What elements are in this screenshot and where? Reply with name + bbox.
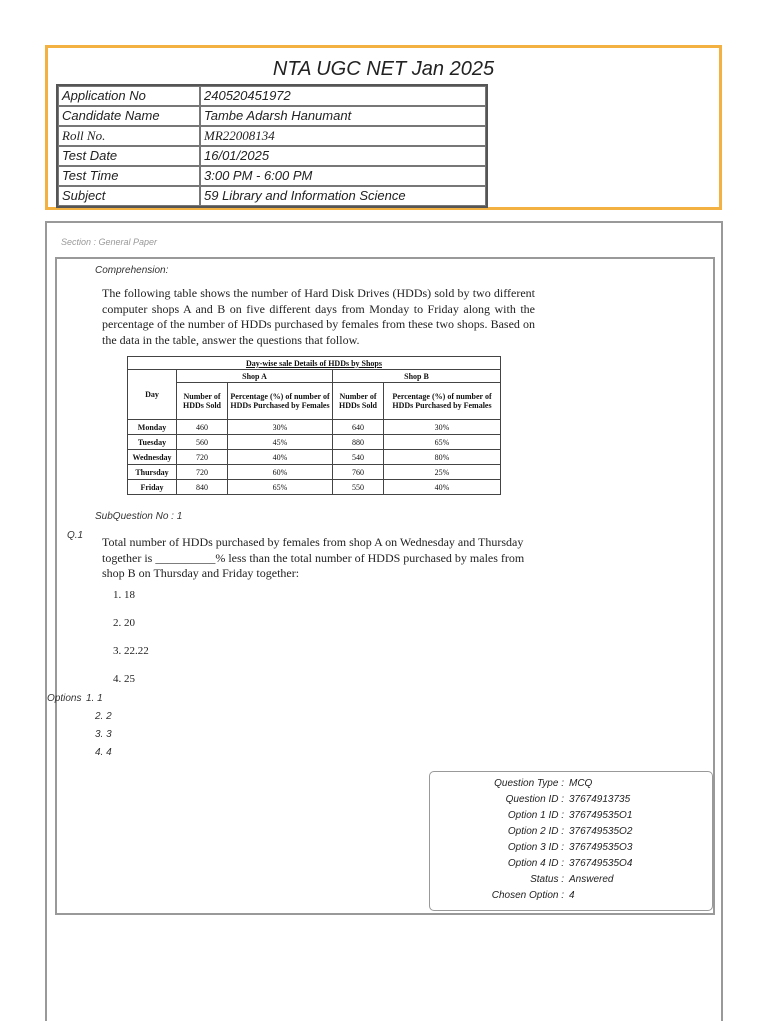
- question-summary-box: [429, 771, 713, 911]
- b-sold-cell: 550: [333, 480, 384, 495]
- summary-label: Option 3 ID :: [507, 842, 564, 853]
- b-sold-cell: 760: [333, 465, 384, 480]
- table-row: [128, 435, 501, 450]
- day-cell: Tuesday: [128, 435, 177, 450]
- comprehension-label: Comprehension:: [95, 265, 169, 276]
- a-sold-header: Number of HDDs Sold: [177, 383, 228, 420]
- info-row: [58, 126, 486, 146]
- info-row: [58, 166, 486, 186]
- info-value: MR22008134: [200, 126, 486, 146]
- passage-text: The following table shows the number of Hard Disk Drives (HDDs) sold by two different computer shops A and B on five different days from Monday to Friday along with the percentage of the number of HDDs purchased by females from these two shops. Based on the data in the table, answer the questions that follow.: [102, 286, 535, 347]
- summary-label: Option 1 ID :: [507, 810, 564, 821]
- question-number: Q.1: [67, 530, 84, 541]
- shop-b-header: Shop B: [333, 370, 501, 383]
- info-value: 240520451972: [200, 86, 486, 106]
- option-id-item: 2. 2: [95, 711, 112, 722]
- option-id-item: 1. 1: [86, 693, 103, 704]
- option-id-item: 3. 3: [95, 729, 112, 740]
- table-row: [128, 420, 501, 435]
- summary-row: [430, 888, 712, 904]
- summary-value: MCQ: [569, 778, 593, 789]
- options-label: Options: [47, 693, 82, 704]
- summary-value: 376749535O4: [569, 858, 633, 869]
- a-sold-cell: 560: [177, 435, 228, 450]
- question-card: [45, 221, 723, 1021]
- b-pct-cell: 25%: [384, 465, 501, 480]
- a-sold-cell: 720: [177, 450, 228, 465]
- summary-value: 376749535O1: [569, 810, 633, 821]
- summary-value: 37674913735: [569, 794, 631, 805]
- table-row: [128, 450, 501, 465]
- info-label: Test Time: [58, 166, 200, 186]
- info-row: [58, 146, 486, 166]
- day-cell: Thursday: [128, 465, 177, 480]
- summary-label: Question ID :: [505, 794, 564, 805]
- choice-item: 2. 20: [113, 617, 135, 629]
- b-sold-cell: 540: [333, 450, 384, 465]
- summary-row: [430, 792, 712, 808]
- info-label: Roll No.: [58, 126, 200, 146]
- info-label: Application No: [58, 86, 200, 106]
- summary-value: 376749535O3: [569, 842, 633, 853]
- day-cell: Wednesday: [128, 450, 177, 465]
- info-row: [58, 86, 486, 106]
- question-text: Total number of HDDs purchased by females from shop A on Wednesday and Thursday together is __________% less than the total number of HDDS purchased by males from shop B on Thursday and Friday together:: [102, 535, 525, 580]
- hdd-sales-table: [127, 356, 501, 495]
- b-sold-cell: 640: [333, 420, 384, 435]
- info-value: 16/01/2025: [200, 146, 486, 166]
- day-header: Day: [128, 370, 177, 420]
- info-row: [58, 186, 486, 206]
- choice-item: 4. 25: [113, 673, 135, 685]
- info-row: [58, 106, 486, 126]
- b-sold-header: Number of HDDs Sold: [333, 383, 384, 420]
- subquestion-label: SubQuestion No : 1: [95, 511, 183, 522]
- table-row: [128, 465, 501, 480]
- a-pct-cell: 40%: [228, 450, 333, 465]
- section-label: Section : General Paper: [61, 237, 158, 247]
- summary-label: Option 2 ID :: [507, 826, 564, 837]
- a-pct-cell: 30%: [228, 420, 333, 435]
- summary-row: [430, 776, 712, 792]
- summary-label: Question Type :: [494, 778, 564, 789]
- info-value: 59 Library and Information Science: [200, 186, 486, 206]
- info-label: Subject: [58, 186, 200, 206]
- b-pct-header: Percentage (%) of number of HDDs Purchased by Females: [384, 383, 501, 420]
- info-value: 3:00 PM - 6:00 PM: [200, 166, 486, 186]
- summary-value: 376749535O2: [569, 826, 633, 837]
- question-panel: [47, 257, 715, 915]
- b-sold-cell: 880: [333, 435, 384, 450]
- summary-row: [430, 872, 712, 888]
- table-row: [128, 480, 501, 495]
- info-label: Test Date: [58, 146, 200, 166]
- summary-value: Answered: [569, 874, 614, 885]
- a-sold-cell: 840: [177, 480, 228, 495]
- day-cell: Monday: [128, 420, 177, 435]
- choice-item: 1. 18: [113, 589, 135, 601]
- summary-row: [430, 808, 712, 824]
- summary-label: Option 4 ID :: [507, 858, 564, 869]
- b-pct-cell: 30%: [384, 420, 501, 435]
- shop-a-header: Shop A: [177, 370, 333, 383]
- a-pct-cell: 65%: [228, 480, 333, 495]
- a-pct-cell: 60%: [228, 465, 333, 480]
- summary-row: [430, 840, 712, 856]
- candidate-info-table: [56, 84, 488, 208]
- a-sold-cell: 720: [177, 465, 228, 480]
- exam-header: [45, 45, 722, 210]
- summary-label: Chosen Option :: [491, 890, 564, 901]
- b-pct-cell: 40%: [384, 480, 501, 495]
- option-id-item: 4. 4: [95, 747, 112, 758]
- day-cell: Friday: [128, 480, 177, 495]
- a-pct-header: Percentage (%) of number of HDDs Purchased by Females: [228, 383, 333, 420]
- summary-label: Status :: [530, 874, 564, 885]
- summary-value: 4: [569, 890, 575, 901]
- exam-title: NTA UGC NET Jan 2025: [272, 58, 495, 80]
- summary-row: [430, 856, 712, 872]
- info-value: Tambe Adarsh Hanumant: [200, 106, 486, 126]
- b-pct-cell: 80%: [384, 450, 501, 465]
- table-caption: Day-wise sale Details of HDDs by Shops: [128, 357, 501, 370]
- a-pct-cell: 45%: [228, 435, 333, 450]
- choice-item: 3. 22.22: [113, 645, 149, 657]
- a-sold-cell: 460: [177, 420, 228, 435]
- info-label: Candidate Name: [58, 106, 200, 126]
- summary-row: [430, 824, 712, 840]
- b-pct-cell: 65%: [384, 435, 501, 450]
